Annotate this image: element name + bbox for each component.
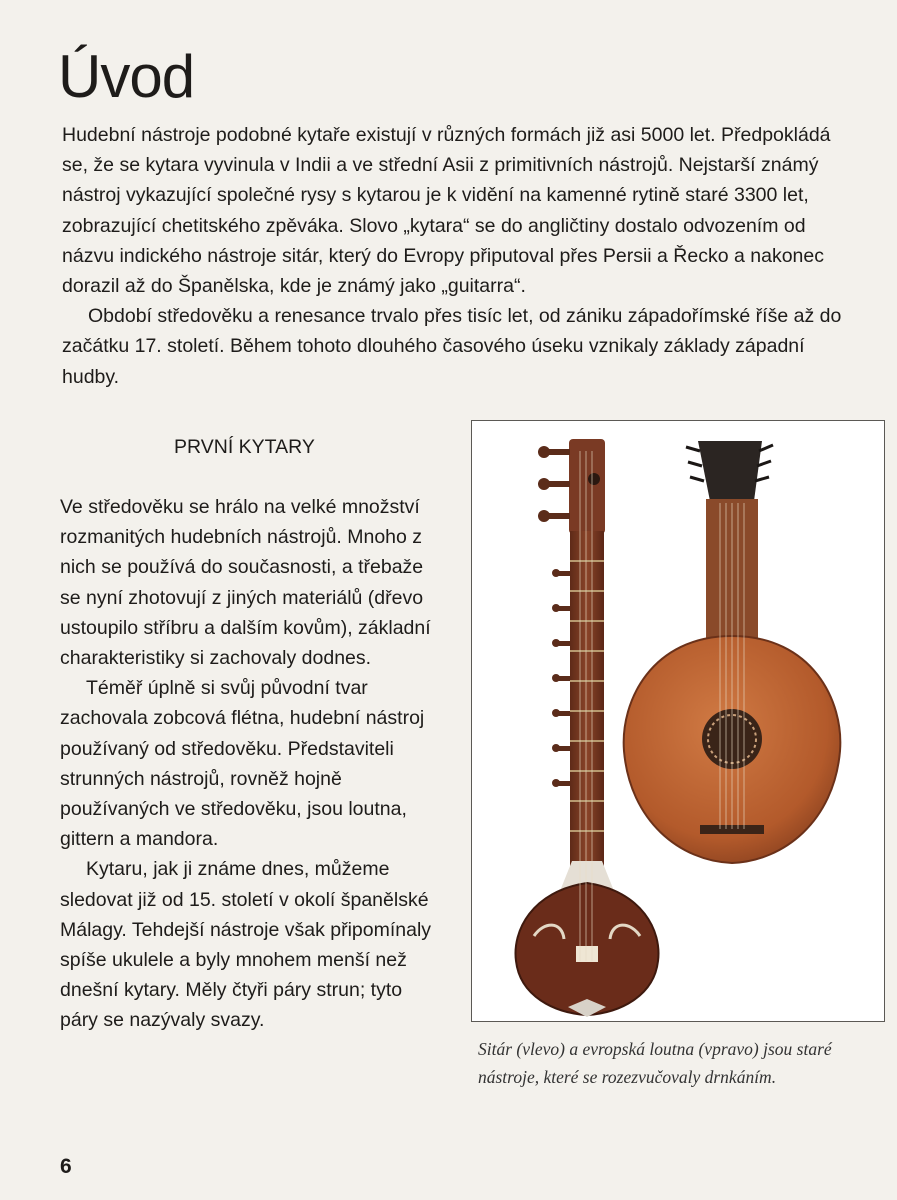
intro-text bbox=[62, 120, 842, 392]
page-number: 6 bbox=[60, 1155, 72, 1178]
page-title: Úvod bbox=[58, 43, 195, 110]
column-paragraph: Téměř úplně si svůj původní tvar zachovala zobcová flétna, hudební nástroj používaný od středověku. Představiteli strunných nástrojů, rovněž hojně používaných ve středověku, jsou loutna, gittern a mandora. bbox=[60, 677, 425, 851]
intro-paragraph: Hudební nástroje podobné kytaře existují v různých formách již asi 5000 let. Předpokládá se, že se kytara vyvinula v Indii a ve střední Asii z primitivních nástrojů. Nejstarší známý nástroj vykazující společné rysy s kytarou je k vidění na kamenné rytině staré 3300 let, zobrazující chetitského zpěváka. Slovo „kytara“ se do angličtiny dostalo odvozením od názvu indického nástroje sitár, který do Evropy připutoval přes Persii a Řecko a nakonec dorazil až do Španělska, kde je známý jako „guitarra“. bbox=[62, 124, 831, 298]
column-text bbox=[60, 492, 445, 1036]
column-paragraph: Ve středověku se hrálo na velké množství rozmanitých hudebních nástrojů. Mnoho z nich se používá do současnosti, a třebaže se nyní zhotovují z jiných materiálů (dřevo ustoupilo stříbru a dalším kovům), základní charakteristiky si zachovaly dodnes. bbox=[60, 496, 431, 670]
section-heading: PRVNÍ KYTARY bbox=[174, 436, 315, 458]
instruments-photo bbox=[471, 420, 885, 1022]
intro-paragraph: Období středověku a renesance trvalo přes tisíc let, od zániku západořímské říše až do začátku 17. století. Během tohoto dlouhého časového úseku vznikaly základy západní hudby. bbox=[62, 305, 842, 388]
column-paragraph: Kytaru, jak ji známe dnes, můžeme sledovat již od 15. století v okolí španělské Málagy. Tehdejší nástroje však připomínaly spíše ukulele a byly mnohem menší než dnešní kytary. Měly čtyři páry strun; tyto páry se nazývaly svazy. bbox=[60, 858, 432, 1032]
lute-illustration bbox=[624, 441, 841, 863]
instruments-illustration bbox=[472, 421, 884, 1021]
figure-caption: Sitár (vlevo) a evropská loutna (vpravo) jsou staré nástroje, které se rozezvučovaly drnkáním. bbox=[478, 1039, 832, 1087]
